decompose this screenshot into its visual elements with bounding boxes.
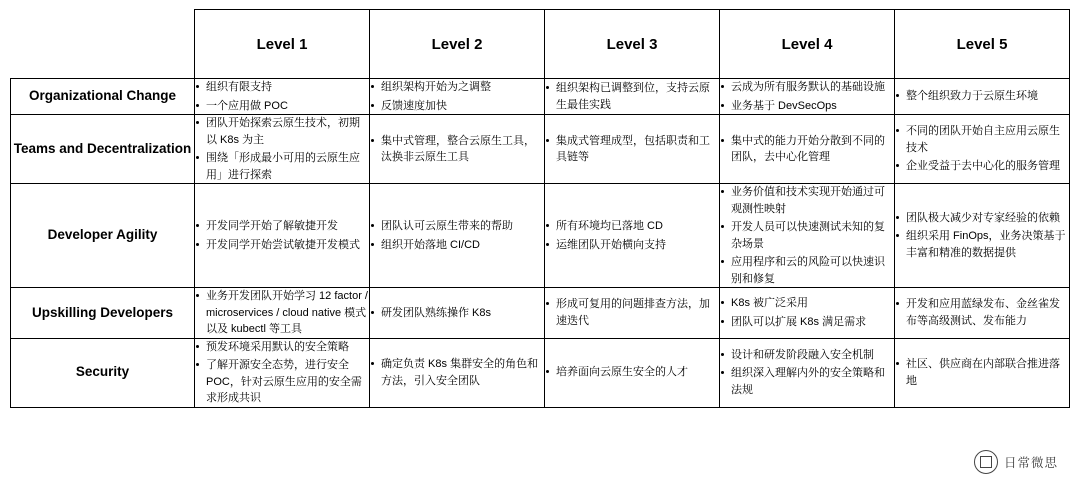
column-header-level-3: Level 3 — [545, 10, 720, 79]
cell-upskilling-level-5 — [895, 288, 1070, 339]
row-header-developer-agility: Developer Agility — [11, 184, 195, 288]
header-row — [11, 10, 1070, 79]
cell-developer-agility-level-4 — [720, 184, 895, 288]
cell-organizational-change-level-4 — [720, 79, 895, 115]
cell-upskilling-level-4 — [720, 288, 895, 339]
list-item: 集中式的能力开始分散到不同的团队，去中心化管理 — [720, 133, 894, 166]
list-item: 业务基于 DevSecOps — [720, 98, 894, 115]
list-item: 团队极大减少对专家经验的依赖 — [895, 210, 1069, 227]
cell-organizational-change-level-5 — [895, 79, 1070, 115]
cell-upskilling-level-2 — [370, 288, 545, 339]
column-header-level-1: Level 1 — [195, 10, 370, 79]
list-item: 形成可复用的问题排查方法，加速迭代 — [545, 296, 719, 329]
cell-upskilling-level-1 — [195, 288, 370, 339]
list-item: 一个应用做 POC — [195, 98, 369, 115]
list-item: 开发人员可以快速测试未知的复杂场景 — [720, 219, 894, 252]
list-item: 组织深入理解内外的安全策略和法规 — [720, 365, 894, 398]
list-item: 预发环境采用默认的安全策略 — [195, 339, 369, 356]
table-body — [11, 79, 1070, 408]
column-header-level-2: Level 2 — [370, 10, 545, 79]
table-header — [11, 10, 1070, 79]
table-row — [11, 338, 1070, 407]
cell-developer-agility-level-2 — [370, 184, 545, 288]
cell-teams-level-2 — [370, 115, 545, 184]
cell-security-level-1 — [195, 338, 370, 407]
table-corner-cell — [11, 10, 195, 79]
row-header-teams-and-decentralization: Teams and Decentralization — [11, 115, 195, 184]
list-item: 开发和应用蓝绿发布、金丝雀发布等高级测试、发布能力 — [895, 296, 1069, 329]
watermark-logo-icon — [974, 450, 998, 474]
watermark — [970, 447, 1066, 477]
list-item: 运维团队开始横向支持 — [545, 237, 719, 254]
list-item: 业务价值和技术实现开始通过可观测性映射 — [720, 184, 894, 217]
cell-teams-level-1 — [195, 115, 370, 184]
list-item: 集中式管理，整合云原生工具，汰换非云原生工具 — [370, 133, 544, 166]
row-header-security: Security — [11, 338, 195, 407]
list-item: 社区、供应商在内部联合推进落地 — [895, 356, 1069, 389]
cell-security-level-4 — [720, 338, 895, 407]
list-item: 团队认可云原生带来的帮助 — [370, 218, 544, 235]
list-item: 设计和研发阶段融入安全机制 — [720, 347, 894, 364]
list-item: 了解开源安全态势，进行安全 POC，针对云原生应用的安全需求形成共识 — [195, 357, 369, 407]
cell-security-level-3 — [545, 338, 720, 407]
table-row — [11, 288, 1070, 339]
list-item: 云成为所有服务默认的基础设施 — [720, 79, 894, 96]
list-item: K8s 被广泛采用 — [720, 295, 894, 312]
list-item: 组织架构已调整到位，支持云原生最佳实践 — [545, 80, 719, 113]
list-item: 研发团队熟练操作 K8s — [370, 305, 544, 322]
list-item: 整个组织致力于云原生环境 — [895, 88, 1069, 105]
cell-security-level-2 — [370, 338, 545, 407]
list-item: 组织有限支持 — [195, 79, 369, 96]
cell-developer-agility-level-5 — [895, 184, 1070, 288]
cell-developer-agility-level-3 — [545, 184, 720, 288]
table-row — [11, 115, 1070, 184]
table-row — [11, 79, 1070, 115]
cell-teams-level-3 — [545, 115, 720, 184]
list-item: 组织架构开始为之调整 — [370, 79, 544, 96]
cell-organizational-change-level-3 — [545, 79, 720, 115]
list-item: 团队可以扩展 K8s 满足需求 — [720, 314, 894, 331]
list-item: 培养面向云原生安全的人才 — [545, 364, 719, 381]
column-header-level-5: Level 5 — [895, 10, 1070, 79]
list-item: 反馈速度加快 — [370, 98, 544, 115]
cell-developer-agility-level-1 — [195, 184, 370, 288]
cell-teams-level-4 — [720, 115, 895, 184]
cell-organizational-change-level-2 — [370, 79, 545, 115]
list-item: 企业受益于去中心化的服务管理 — [895, 158, 1069, 175]
list-item: 集成式管理成型，包括职责和工具链等 — [545, 133, 719, 166]
list-item: 应用程序和云的风险可以快速识别和修复 — [720, 254, 894, 287]
table-row — [11, 184, 1070, 288]
watermark-label: 日常微思 — [1003, 456, 1058, 470]
list-item: 组织开始落地 CI/CD — [370, 237, 544, 254]
list-item: 不同的团队开始自主应用云原生技术 — [895, 123, 1069, 156]
cell-security-level-5 — [895, 338, 1070, 407]
cell-upskilling-level-3 — [545, 288, 720, 339]
list-item: 业务开发团队开始学习 12 factor / microservices / cloud native 模式 以及 kubectl 等工具 — [195, 288, 369, 338]
list-item: 组织采用 FinOps，业务决策基于丰富和精准的数据提供 — [895, 228, 1069, 261]
row-header-organizational-change: Organizational Change — [11, 79, 195, 115]
list-item: 开发同学开始了解敏捷开发 — [195, 218, 369, 235]
cell-organizational-change-level-1 — [195, 79, 370, 115]
list-item: 围绕「形成最小可用的云原生应用」进行探索 — [195, 150, 369, 183]
list-item: 开发同学开始尝试敏捷开发模式 — [195, 237, 369, 254]
list-item: 所有环境均已落地 CD — [545, 218, 719, 235]
cell-teams-level-5 — [895, 115, 1070, 184]
list-item: 确定负责 K8s 集群安全的角色和方法，引入安全团队 — [370, 356, 544, 389]
row-header-upskilling-developers: Upskilling Developers — [11, 288, 195, 339]
list-item: 团队开始探索云原生技术，初期以 K8s 为主 — [195, 115, 369, 148]
cloud-native-maturity-table — [10, 9, 1070, 408]
column-header-level-4: Level 4 — [720, 10, 895, 79]
